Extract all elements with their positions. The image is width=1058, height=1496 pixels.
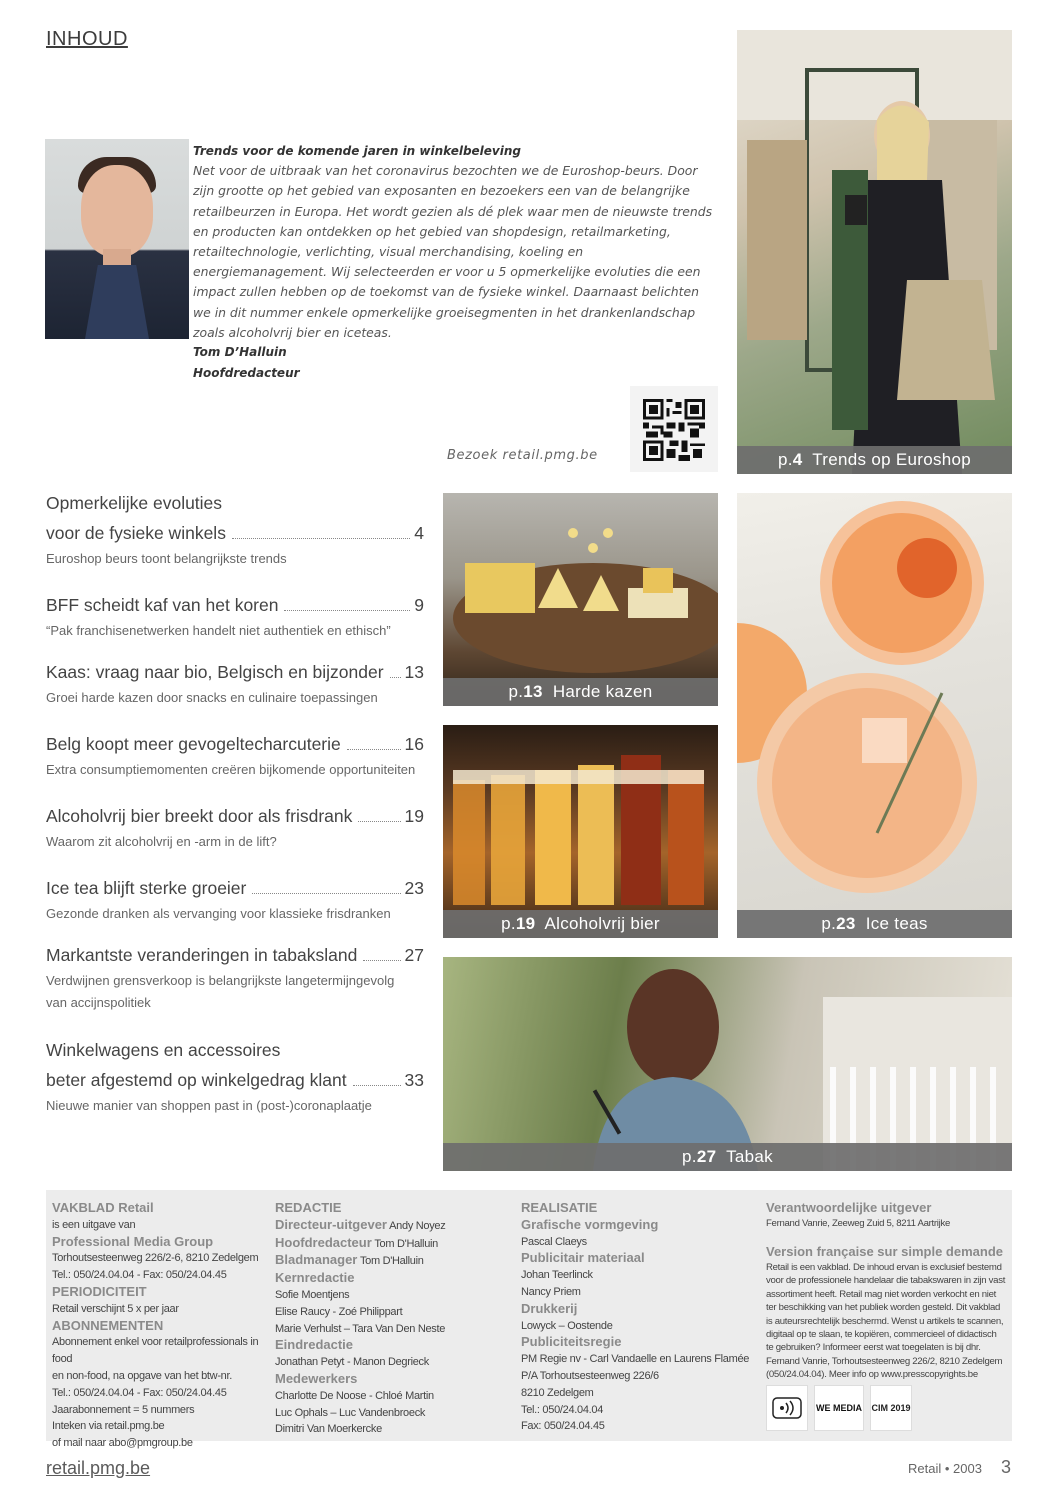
- toc-page-number: 13: [404, 662, 424, 682]
- toc-entry-5[interactable]: [46, 801, 424, 853]
- toc-page-number: 19: [404, 806, 424, 826]
- toc-subtitle: “Pak franchisenetwerken handelt niet authentiek en ethisch”: [46, 623, 391, 638]
- cim-logo: CIM 2019: [870, 1385, 912, 1431]
- photo-ice-teas[interactable]: [737, 493, 1012, 938]
- toc-page-number: 27: [404, 945, 424, 965]
- editorial-lead: Trends voor de komende jaren in winkelbeleving: [193, 144, 521, 158]
- colophon-col-publisher: VAKBLAD Retail is een uitgave van Professional Media Group Torhoutsesteenweg 226/2-6, 8210 Zedelgem Tel.: 050/24.04.04 - Fax: 050/24.04.45 PERIODICITEIT Retail verschijnt 5 x per jaar ABONNEMENTEN Abonnement enkel voor retailprofessionals in food en non-food, na opgave van het btw-nr. Tel.: 050/24.04.04 - Fax: 050/24.04.45 Jaarabonnement = 5 nummers Inteken via retail.pmg.be of mail naar abo@pmgroup.be: [52, 1200, 259, 1450]
- toc-title-line: beter afgestemd op winkelgedrag klant 33: [46, 1065, 424, 1095]
- we-media-logo: WE MEDIA: [814, 1385, 864, 1431]
- ice-tea-illustration: [737, 493, 1012, 938]
- toc-entry-7[interactable]: [46, 940, 424, 1014]
- toc-entry-3[interactable]: [46, 657, 424, 709]
- toc-subtitle: Nieuwe manier van shoppen past in (post-)coronaplaatje: [46, 1098, 372, 1113]
- author-role: Hoofdredacteur: [193, 366, 300, 380]
- logo-row: [766, 1385, 912, 1431]
- footer-website-link[interactable]: retail.pmg.be: [46, 1458, 151, 1478]
- toc-title-line: Kaas: vraag naar bio, Belgisch en bijzonder 13: [46, 657, 424, 687]
- toc-pre-title: Opmerkelijke evoluties: [46, 493, 223, 513]
- toc-entry-1[interactable]: [46, 488, 424, 570]
- photo-tabak[interactable]: [443, 957, 1012, 1171]
- page-title: INHOUD: [46, 28, 128, 50]
- author-photo: [45, 139, 189, 339]
- photo-alcoholvrij-bier[interactable]: [443, 725, 718, 938]
- qr-code-icon[interactable]: [643, 399, 705, 461]
- caption-euroshop: p.4 Trends op Euroshop: [737, 446, 1012, 474]
- toc-pre-title: Winkelwagens en accessoires: [46, 1040, 281, 1060]
- toc-title-line: voor de fysieke winkels 4: [46, 518, 424, 548]
- toc-page-number: 9: [414, 595, 424, 615]
- toc-subtitle: Verdwijnen grensverkoop is belangrijkste langetermijngevolg: [46, 973, 395, 988]
- toc-entry-4[interactable]: [46, 729, 424, 781]
- toc-subtitle: Waarom zit alcoholvrij en -arm in de lift?: [46, 834, 277, 849]
- toc-title-line: Ice tea blijft sterke groeier 23: [46, 873, 424, 903]
- toc-entry-2[interactable]: [46, 590, 424, 642]
- caption-tabak: p.27 Tabak: [443, 1143, 1012, 1171]
- toc-title-line: Belg koopt meer gevogeltecharcuterie 16: [46, 729, 424, 759]
- colophon-col-redactie: REDACTIE Directeur-uitgever Andy Noyez Hoofdredacteur Tom D'Halluin Bladmanager Tom D'Halluin Kernredactie Sofie Moentjens Elise Raucy - Zoé Philippart Marie Verhulst – Tara Van Den Neste Eindredactie Jonathan Petyt - Manon Degrieck Medewerkers Charlotte De Noose - Chloé Martin Luc Ophals – Luc Vandenbroeck Dimitri Van Moerkercke: [275, 1200, 446, 1436]
- photo-euroshop[interactable]: [737, 30, 1012, 474]
- caption-harde-kazen: p.13 Harde kazen: [443, 678, 718, 706]
- toc-page-number: 33: [404, 1070, 424, 1090]
- toc-entry-8[interactable]: [46, 1035, 424, 1117]
- toc-subtitle: Euroshop beurs toont belangrijkste trends: [46, 551, 287, 566]
- cheese-illustration: [443, 493, 718, 706]
- editorial-signature: [193, 342, 300, 384]
- editorial-text: [193, 141, 713, 343]
- toc-subtitle: Groei harde kazen door snacks en culinaire toepassingen: [46, 690, 378, 705]
- toc-page-number: 16: [404, 734, 424, 754]
- sound-wave-logo-icon: [766, 1385, 808, 1431]
- colophon-col-uitgever: Verantwoordelijke uitgever Fernand Vanrie, Zeeweg Zuid 5, 8211 Aartrijke Version française sur simple demande Retail is een vakblad. De inhoud ervan is exclusief bestemd voor de professionele handelaar die tabakswaren in zijn vast assortiment heeft. Retail mag niet worden verkocht en niet ter beschikking van het publiek worden gesteld. Dit vakblad is auteursrechtelijk beschermd. Wenst u artikels te scannen, digitaal op te slaan, te kopiëren, commercieel of didactisch te gebruiken? Informeer eerst wat toegelaten is bij dhr. Fernand Vanrie, Torhoutsesteenweg 226/2, 8210 Zedelgem (050/24.04.04). Meer info op www.presscopyrights.be: [766, 1200, 1006, 1381]
- woman-vaping-illustration: [443, 957, 1012, 1171]
- caption-ice-teas: p.23 Ice teas: [737, 910, 1012, 938]
- toc-title-line: Alcoholvrij bier breekt door als frisdrank 19: [46, 801, 424, 831]
- visit-website-text: Bezoek retail.pmg.be: [447, 448, 598, 463]
- editorial-body: Net voor de uitbraak van het coronavirus bezochten we de Euroshop-beurs. Door zijn grootte op het gebied van exposanten en bezoekers een van de belangrijke retailbeurzen in Europa. Het wordt gezien als dé plek waar men de nieuwste trends en producten kan ontdekken op het gebied van shopdesign, retailmarketing, retailtechnologie, verlichting, visual merchandising, koeling en energiemanagement. Wij selecteerden er voor u 5 opmerkelijke evoluties die een impact zullen hebben op de toekomst van de fysieke winkel. Daarnaast belichten we in dit nummer enkele opmerkelijke groeisegmenten in het drankenlandschap zoals alcoholvrij bier en iceteas.: [193, 163, 713, 340]
- author-name: Tom D’Halluin: [193, 345, 287, 359]
- toc-page-number: 23: [404, 878, 424, 898]
- photo-harde-kazen[interactable]: [443, 493, 718, 706]
- colophon-col-realisatie: REALISATIE Grafische vormgeving Pascal Claeys Publicitair materiaal Johan Teerlinck Nancy Priem Drukkerij Lowyck – Oostende Publiciteitsregie PM Regie nv - Carl Vandaelle en Laurens Flamée P/A Torhoutsesteenweg 226/6 8210 Zedelgem Tel.: 050/24.04.04 Fax: 050/24.04.45: [521, 1200, 750, 1433]
- beer-glasses-illustration: [443, 725, 718, 938]
- toc-subtitle-continued: van accijnspolitiek: [46, 995, 151, 1010]
- toc-title-line: BFF scheidt kaf van het koren 9: [46, 590, 424, 620]
- toc-title-line: Markantste veranderingen in tabaksland 27: [46, 940, 424, 970]
- toc-entry-6[interactable]: [46, 873, 424, 925]
- euroshop-illustration: [737, 30, 1012, 474]
- toc-page-number: 4: [414, 523, 424, 543]
- page-number: 3: [1001, 1457, 1012, 1477]
- toc-subtitle: Extra consumptiemomenten creëren bijkomende opportuniteiten: [46, 762, 416, 777]
- toc-subtitle: Gezonde dranken als vervanging voor klassieke frisdranken: [46, 906, 391, 921]
- footer-issue: Retail • 2003: [908, 1461, 982, 1476]
- caption-alcoholvrij-bier: p.19 Alcoholvrij bier: [443, 910, 718, 938]
